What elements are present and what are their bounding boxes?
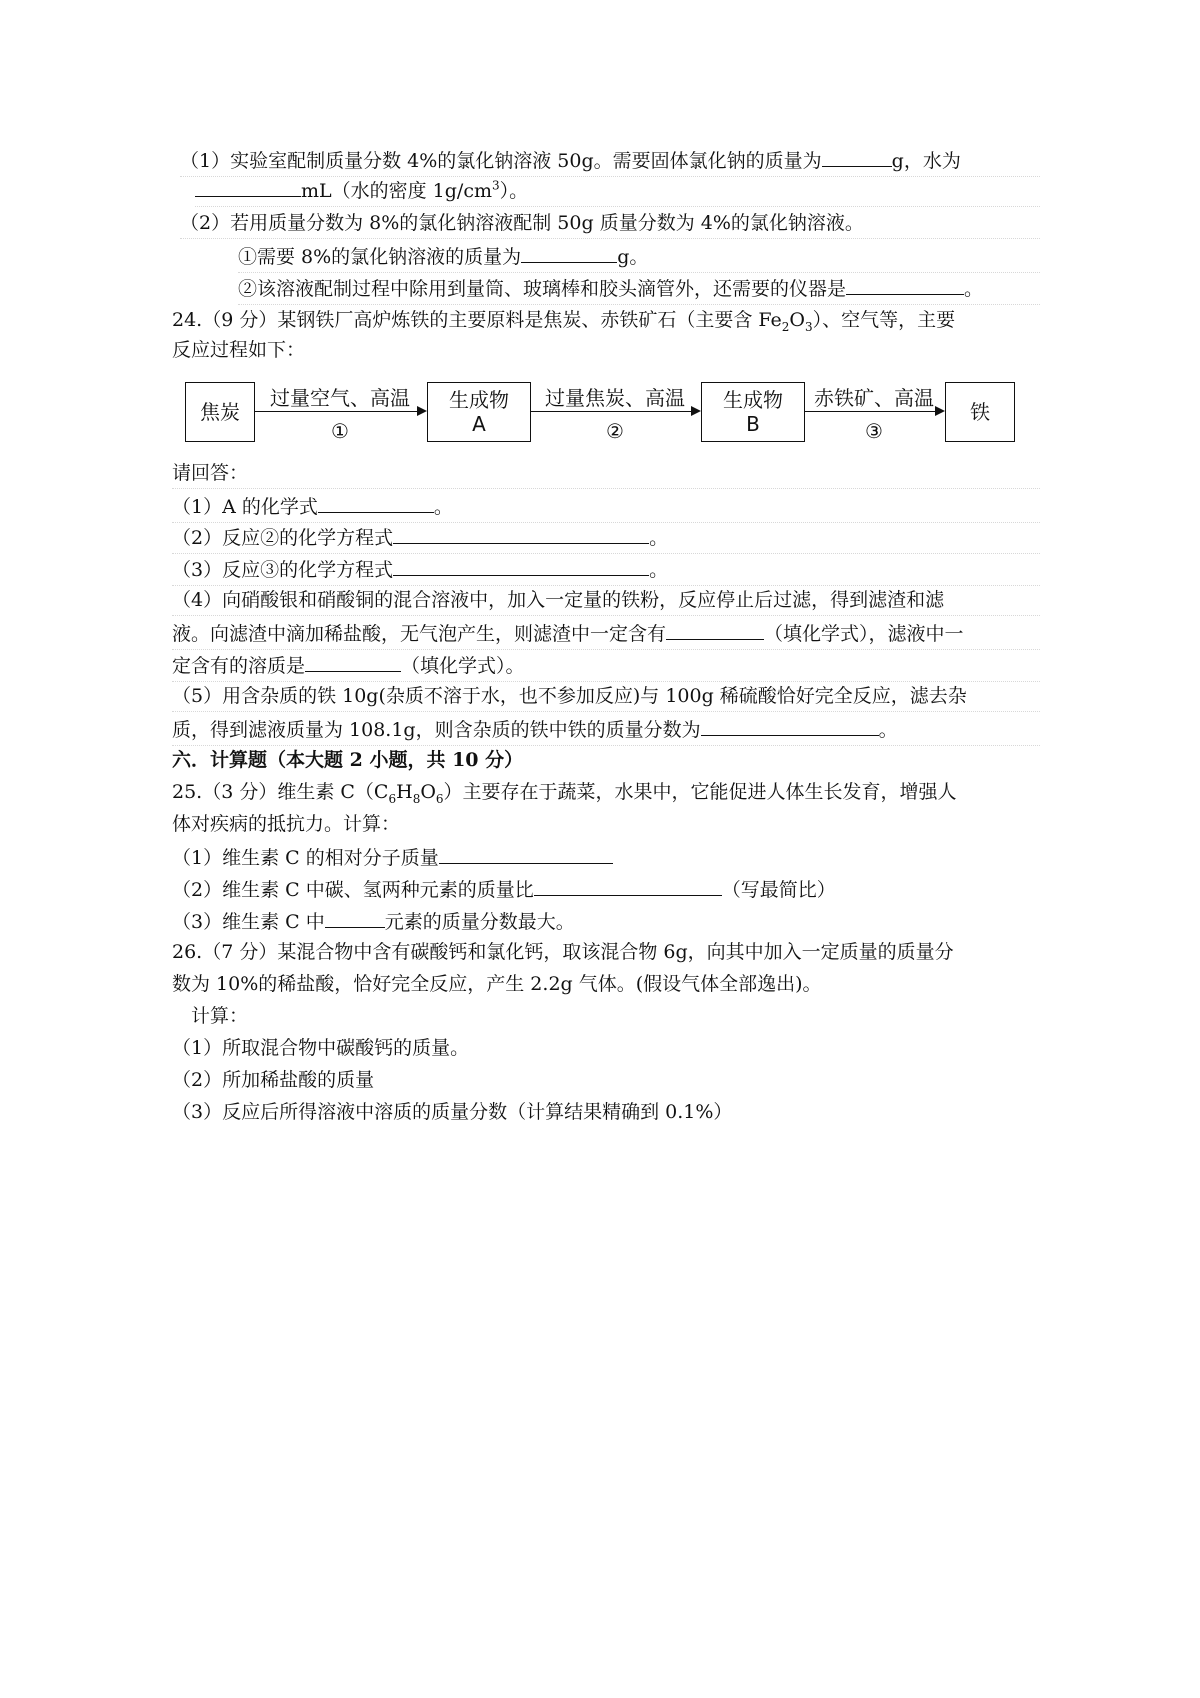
q24-sub1-text-a: （1）A 的化学式 [172, 496, 318, 518]
answer-blank[interactable] [534, 873, 722, 896]
q23-part1-line2 [195, 174, 1040, 207]
q23-part2-2-line [238, 272, 1040, 305]
q26-sub3-line [172, 1097, 732, 1127]
q25-sub2-line [172, 873, 836, 905]
flow-arrow [255, 411, 425, 412]
answer-blank[interactable] [318, 490, 434, 513]
q26-text-a: 26.（7 分）某混合物中含有碳酸钙和氯化钙，取该混合物 6g，向其中加入一定质量的质量分 [172, 941, 954, 963]
q25-text-b: H [396, 781, 413, 803]
q25-sub3-text-b: 元素的质量分数最大。 [384, 911, 575, 933]
q25-sub3-text-a: （3）维生素 C 中 [172, 911, 325, 933]
q24-sub5-line1 [172, 681, 1040, 712]
q26-sub2-text: （2）所加稀盐酸的质量 [172, 1069, 375, 1091]
q23-part2-1-text-b: g。 [617, 246, 649, 268]
q23-part2-2-text-a: ②该溶液配制过程中除用到量筒、玻璃棒和胶头滴管外，还需要的仪器是 [238, 278, 847, 300]
q24-sub4-text-a: 液。向滤渣中滴加稀盐酸，无气泡产生，则滤渣中一定含有 [172, 623, 667, 645]
q24-sub5-text-b: 。 [878, 719, 898, 741]
q24-intro-text-d: 反应过程如下： [172, 339, 306, 361]
subscript: 8 [412, 791, 421, 806]
flow-box-product-b [701, 382, 805, 442]
answer-blank[interactable] [325, 905, 385, 928]
q24-intro-line1 [172, 305, 955, 335]
q26-sub3-text: （3）反应后所得溶液中溶质的质量分数（计算结果精确到 0.1%） [172, 1101, 733, 1123]
flow-box-label: 生成物 [449, 388, 509, 412]
q23-part2-2-text-b: 。 [964, 278, 984, 300]
q26-calc-line [191, 1001, 248, 1031]
q26-sub1-line [172, 1033, 469, 1063]
q24-intro-text-b: O [789, 309, 805, 331]
q23-part1-line1 [180, 144, 1040, 177]
q23-part1-text-a: （1）实验室配制质量分数 4%的氯化钠溶液 50g。需要固体氯化钠的质量为 [180, 150, 822, 172]
q25-sub2-text-a: （2）维生素 C 中碳、氢两种元素的质量比 [172, 879, 534, 901]
subscript: 2 [781, 319, 790, 334]
q24-sub4-line3 [172, 649, 1040, 682]
q25-sub1-text: （1）维生素 C 的相对分子质量 [172, 847, 439, 869]
q23-part2-text: （2）若用质量分数为 8%的氯化钠溶液配制 50g 质量分数为 4%的氯化钠溶液。 [180, 212, 864, 234]
flow-arrow-number: ① [331, 419, 349, 443]
q24-ask-line [172, 458, 1040, 489]
q24-sub2-line [172, 521, 1040, 554]
flow-box-label: A [472, 412, 486, 436]
q24-intro-text-c: ）、空气等，主要 [812, 309, 956, 331]
q24-sub2-text-b: 。 [649, 527, 669, 549]
q26-text-b: 数为 10%的稀盐酸，恰好完全反应，产生 2.2g 气体。(假设气体全部逸出)。 [172, 973, 822, 995]
q25-sub1-line [172, 841, 613, 873]
q24-sub1-text-b: 。 [433, 496, 453, 518]
flow-box-product-a [427, 382, 531, 442]
q24-sub2-text-a: （2）反应②的化学方程式 [172, 527, 394, 549]
flow-arrow-number: ③ [865, 419, 883, 443]
q25-text-e: 体对疾病的抵抗力。计算： [172, 813, 401, 835]
q26-sub2-line [172, 1065, 374, 1095]
answer-blank[interactable] [666, 617, 764, 640]
flow-box-label: 焦炭 [200, 400, 240, 424]
section-heading: 六．计算题（本大题 2 小题，共 10 分） [172, 749, 524, 771]
q24-intro-text-a: 24.（9 分）某钢铁厂高炉炼铁的主要原料是焦炭、赤铁矿石（主要含 Fe [172, 309, 782, 331]
q25-sub3-line [172, 905, 575, 937]
flow-arrow-number: ② [606, 419, 624, 443]
q24-sub3-line [172, 553, 1040, 586]
q25-sub2-text-b: （写最简比） [721, 879, 836, 901]
flow-arrow-label: 过量焦炭、高温 [545, 386, 685, 410]
q25-text-a: 25.（3 分）维生素 C（C [172, 781, 389, 803]
q25-line2 [172, 809, 400, 839]
flow-arrow-label: 赤铁矿、高温 [814, 386, 934, 410]
q24-sub5-line2 [172, 713, 1040, 746]
q23-part1-text-d: ）。 [499, 180, 529, 202]
q24-sub5-text-a: 质，得到滤液质量为 108.1g，则含杂质的铁中铁的质量分数为 [172, 719, 701, 741]
q23-part1-text-b: g，水为 [891, 150, 961, 172]
q25-text-d: ）主要存在于蔬菜，水果中，它能促进人体生长发育，增强人 [443, 781, 957, 803]
subscript: 6 [435, 791, 444, 806]
q25-text-c: O [420, 781, 436, 803]
flow-box-label: 铁 [970, 400, 990, 424]
subscript: 3 [805, 319, 813, 334]
answer-blank[interactable] [701, 713, 879, 736]
superscript: 3 [491, 178, 500, 193]
answer-blank[interactable] [846, 272, 964, 295]
q26-sub1-text: （1）所取混合物中碳酸钙的质量。 [172, 1037, 470, 1059]
q24-sub4-line2 [172, 617, 1040, 650]
q26-line2 [172, 969, 822, 999]
q24-sub4-line1 [172, 585, 1040, 616]
flow-box-label: B [746, 412, 760, 436]
q23-part2-line [180, 208, 1040, 239]
q26-calc-text: 计算： [191, 1005, 249, 1027]
q24-sub1-line [172, 490, 1040, 523]
q24-sub4-text-d: （填化学式）。 [401, 655, 525, 677]
q24-sub4-text: （4）向硝酸银和硝酸铜的混合溶液中，加入一定量的铁粉，反应停止后过滤，得到滤渣和滤 [172, 589, 945, 611]
q24-ask-text: 请回答： [172, 462, 249, 484]
answer-blank[interactable] [393, 553, 649, 576]
subscript: 6 [388, 791, 397, 806]
flow-arrow-label: 过量空气、高温 [270, 386, 410, 410]
answer-blank[interactable] [521, 240, 617, 263]
q24-sub4-text-c: 定含有的溶质是 [172, 655, 306, 677]
answer-blank[interactable] [393, 521, 649, 544]
q24-sub4-text-b: （填化学式），滤液中一 [764, 623, 964, 645]
q23-part1-text-c: mL（水的密度 1g/cm [301, 180, 492, 202]
flow-arrow [805, 411, 943, 412]
answer-blank[interactable] [439, 841, 613, 864]
q23-part2-1-line [238, 240, 1040, 273]
flow-arrow [531, 411, 699, 412]
q24-sub3-text-b: 。 [649, 559, 669, 581]
q24-sub5-text: （5）用含杂质的铁 10g(杂质不溶于水，也不参加反应)与 100g 稀硫酸恰好完全反应，滤去杂 [172, 685, 967, 707]
q23-part2-1-text-a: ①需要 8%的氯化钠溶液的质量为 [238, 246, 522, 268]
q25-line1 [172, 777, 957, 807]
q24-intro-line2 [172, 335, 305, 365]
q24-sub3-text-a: （3）反应③的化学方程式 [172, 559, 394, 581]
flow-box-iron [945, 382, 1015, 442]
q26-line1 [172, 937, 954, 967]
flow-box-label: 生成物 [723, 388, 783, 412]
answer-blank[interactable] [195, 174, 301, 197]
flow-box-coke [185, 382, 255, 442]
answer-blank[interactable] [822, 144, 892, 167]
answer-blank[interactable] [305, 649, 401, 672]
